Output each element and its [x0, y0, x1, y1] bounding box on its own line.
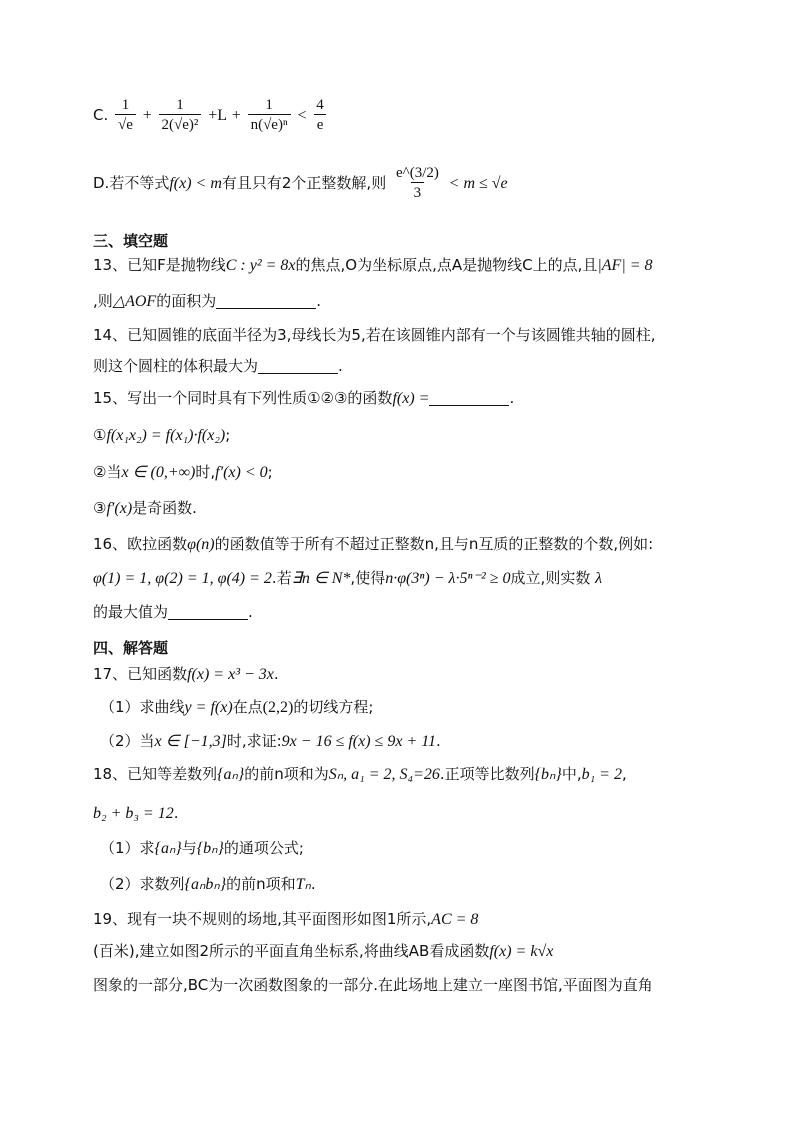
answer-blank[interactable] [429, 389, 509, 406]
question-13: 13、已知F是抛物线C : y² = 8x的焦点,O为坐标原点,点A是抛物线C上的点,且|AF| = 8 [93, 256, 653, 274]
fraction-n: $\frac{1}{\text{n(√e)ⁿ}}$ [248, 96, 291, 135]
question-19-cont: (百米),建立如图2所示的平面直角坐标系,将曲线AB看成函数f(x) = k√x [93, 942, 554, 960]
question-18-cont: b₂ + b₃ = 12. [93, 804, 179, 822]
option-d: D.若不等式f(x) < m有且只有2个正整数解,则 $\frac{e\^{}(3/2)}{3}$ < m ≤ √e [93, 165, 508, 201]
answer-blank[interactable] [168, 603, 248, 620]
question-15: 15、写出一个同时具有下列性质①②③的函数f(x) = . [93, 389, 515, 407]
fraction-e32-3: $\frac{e\^{}(3/2)}{3}$ [396, 165, 439, 201]
property-1: ①f(x₁x₂) = f(x₁)·f(x₂); [93, 426, 231, 444]
section-title-solutions: 四、解答题 [93, 639, 169, 657]
question-17-part-2: （2）当x ∈ [−1,3]时,求证:9x − 16 ≤ f(x) ≤ 9x + 11. [100, 732, 441, 750]
option-c-label: C. [93, 106, 109, 124]
question-14-cont: 则这个圆柱的体积最大为 . [93, 357, 343, 375]
question-19: 19、现有一块不规则的场地,其平面图形如图1所示,AC = 8 [93, 910, 479, 928]
question-17-part-1: （1）求曲线y = f(x)在点(2,2)的切线方程; [100, 698, 374, 716]
option-c: C. $\frac{1}{√e}$ + $\frac{1}{\text{2(√e)²}}$ +L + $\frac{1}{\text{n(√e)ⁿ}}$ < $\frac{4}{e}$ [93, 96, 329, 135]
question-13-cont: ,则△AOF的面积为 . [93, 292, 321, 310]
question-17: 17、已知函数f(x) = x³ − 3x. [93, 665, 279, 683]
question-19-end: 图象的一部分,BC为一次函数图象的一部分.在此场地上建立一座图书馆,平面图为直角 [93, 976, 653, 994]
question-16: 16、欧拉函数φ(n)的函数值等于所有不超过正整数n,且与n互质的正整数的个数,例如: [93, 535, 654, 553]
fraction-4-e: $\frac{4}{e}$ [313, 96, 327, 135]
answer-blank[interactable] [258, 357, 338, 374]
answer-blank[interactable] [216, 292, 316, 309]
question-14: 14、已知圆锥的底面半径为3,母线长为5,若在该圆锥内部有一个与该圆锥共轴的圆柱, [93, 326, 656, 344]
question-18-part-2: （2）求数列{aₙbₙ}的前n项和Tₙ. [100, 875, 316, 893]
property-2: ②当x ∈ (0,+∞)时,f′(x) < 0; [93, 463, 273, 481]
question-16-cont: φ(1) = 1, φ(2) = 1, φ(4) = 2.若∃n ∈ N*,使得n·φ(3ⁿ) − λ·5ⁿ⁻² ≥ 0成立,则实数 λ [93, 569, 603, 587]
math-expr: f(x) < m [169, 175, 222, 192]
section-title-fill-blank: 三、填空题 [93, 232, 169, 250]
question-18-part-1: （1）求{aₙ}与{bₙ}的通项公式; [100, 839, 304, 857]
fraction-2: $\frac{1}{\text{2(√e)²}}$ [159, 96, 202, 135]
property-3: ③f′(x)是奇函数. [93, 499, 197, 517]
fraction-1: $\frac{1}{√e}$ [115, 96, 136, 135]
question-18: 18、已知等差数列{aₙ}的前n项和为Sₙ, a₁ = 2, S₄=26.正项等比数列{bₙ}中,b₁ = 2, [93, 765, 627, 783]
question-16-end: 的最大值为 . [93, 603, 253, 621]
